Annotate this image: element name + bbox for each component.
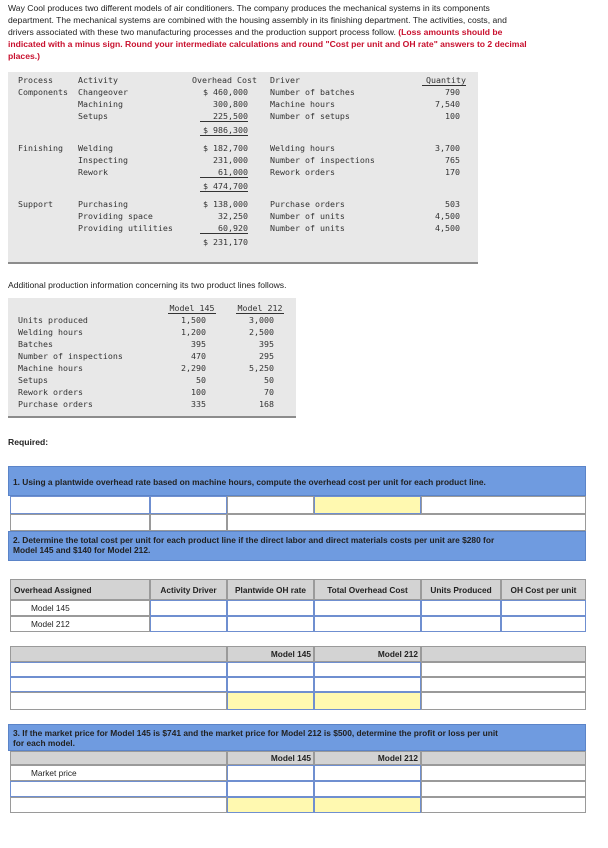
q2-spacer xyxy=(8,632,586,646)
header-quantity: Quantity xyxy=(426,75,466,85)
overhead-cost: $ 182,700 xyxy=(203,143,248,153)
overhead-total: $ 986,300 xyxy=(203,125,248,135)
q3-model-212-input[interactable] xyxy=(314,781,421,797)
quantity-value: 4,500 xyxy=(435,223,460,233)
q3-model-145-input[interactable] xyxy=(227,781,314,797)
question-2-text-1: 2. Determine the total cost per unit for each product line if the direct labor and direct materials costs per unit are $280 for xyxy=(13,535,495,545)
q2-activity-driver-input[interactable] xyxy=(150,600,227,616)
instructions-red-2: indicated with a minus sign. Round your intermediate calculations and round "Cost per unit and OH rate" answers to 2 decimal xyxy=(8,39,527,49)
additional-info-text: Additional production information concerning its two product lines follows. xyxy=(8,280,287,290)
activity-label: Machining xyxy=(78,99,123,109)
process-label: Support xyxy=(18,199,53,209)
activity-label: Rework xyxy=(78,167,108,177)
question-3-text-1: 3. If the market price for Model 145 is $741 and the market price for Model 212 is $500, determine the profit or loss per unit xyxy=(13,728,498,738)
overhead-cost: $ 460,000 xyxy=(203,87,248,97)
process-label: Components xyxy=(18,87,68,97)
q2-sub-label-input[interactable] xyxy=(10,677,227,692)
question-1-text: 1. Using a plantwide overhead rate based on machine hours, compute the overhead cost per unit for each product line. xyxy=(13,477,486,487)
row-label: Batches xyxy=(18,339,53,349)
row-label: Purchase orders xyxy=(18,399,93,409)
driver-label: Rework orders xyxy=(270,167,335,177)
q2-sub-blank-cell xyxy=(421,662,586,677)
q2-units-produced-input[interactable] xyxy=(421,616,501,632)
q3-blank-cell xyxy=(421,765,586,781)
q2-sub-blank-cell xyxy=(421,677,586,692)
activity-label: Welding xyxy=(78,143,113,153)
production-info-content xyxy=(0,0,608,420)
intro-line-3: drivers associated with these two manufacturing processes and the production support process follow. xyxy=(8,27,396,37)
q3-header-model-145: Model 145 xyxy=(270,753,311,763)
model-212-value: 168 xyxy=(259,399,274,409)
q2-total-cost-model-145-input[interactable] xyxy=(227,692,314,710)
q1-blank-cell xyxy=(150,514,227,531)
q2-row-model-212: Model 212 xyxy=(10,616,150,632)
q1-answer-input[interactable] xyxy=(314,496,421,514)
activity-label: Purchasing xyxy=(78,199,128,209)
process-label: Finishing xyxy=(18,143,63,153)
q2-sub-header-model-212: Model 212 xyxy=(377,649,418,659)
q1-value-input[interactable] xyxy=(150,496,227,514)
intro-line-2: department. The mechanical systems are combined with the housing assembly in its finishing department. The activities, costs, and xyxy=(8,15,507,25)
q3-label-input[interactable] xyxy=(10,781,227,797)
q2-spacer xyxy=(8,561,586,579)
question-2-text-2: Model 145 and $140 for Model 212. xyxy=(13,545,151,555)
model-212-value: 395 xyxy=(259,339,274,349)
quantity-value: 4,500 xyxy=(435,211,460,221)
q2-sub-blank-cell xyxy=(421,692,586,710)
q2-sub-model-145-input[interactable] xyxy=(227,677,314,692)
activity-label: Setups xyxy=(78,111,108,121)
quantity-value: 503 xyxy=(445,199,460,209)
quantity-value: 3,700 xyxy=(435,143,460,153)
driver-label: Purchase orders xyxy=(270,199,345,209)
q3-profit-loss-212-input[interactable] xyxy=(314,797,421,813)
q2-sub-model-212-input[interactable] xyxy=(314,677,421,692)
instructions-red-3: places.) xyxy=(8,51,41,61)
quantity-value: 765 xyxy=(445,155,460,165)
q2-sub-model-145-input[interactable] xyxy=(227,662,314,677)
q1-blank-cell xyxy=(421,496,586,514)
q3-profit-loss-145-input[interactable] xyxy=(227,797,314,813)
question-2-banner xyxy=(8,531,586,561)
row-label: Rework orders xyxy=(18,387,83,397)
model-145-value: 100 xyxy=(191,387,206,397)
model-145-value: 50 xyxy=(196,375,206,385)
activity-label: Changeover xyxy=(78,87,128,97)
overhead-total: $ 474,700 xyxy=(203,181,248,191)
activity-label: Providing space xyxy=(78,211,153,221)
q2-oh-rate-input[interactable] xyxy=(227,600,314,616)
q2-sub-header-blank xyxy=(10,646,227,662)
model-145-value: 2,290 xyxy=(181,363,206,373)
driver-label: Number of units xyxy=(270,211,345,221)
quantity-value: 790 xyxy=(445,87,460,97)
overhead-total: $ 231,170 xyxy=(203,237,248,247)
q3-result-label xyxy=(10,797,227,813)
q2-oh-cost-per-unit-input[interactable] xyxy=(501,600,586,616)
q1-label-input[interactable] xyxy=(10,496,150,514)
q3-header-model-212: Model 212 xyxy=(377,753,418,763)
overhead-cost: 32,250 xyxy=(218,211,248,221)
driver-label: Welding hours xyxy=(270,143,335,153)
q2-sub-model-212-input[interactable] xyxy=(314,662,421,677)
q2-oh-rate-input[interactable] xyxy=(227,616,314,632)
q2-total-overhead-input[interactable] xyxy=(314,600,421,616)
q2-header-activity-driver: Activity Driver xyxy=(150,579,227,600)
quantity-value: 7,540 xyxy=(435,99,460,109)
question-1-banner xyxy=(8,466,586,496)
driver-label: Number of batches xyxy=(270,87,355,97)
q2-header-total-overhead-cost: Total Overhead Cost xyxy=(314,579,421,600)
header-process: Process xyxy=(18,75,53,85)
model-145-value: 470 xyxy=(191,351,206,361)
overhead-cost: 231,000 xyxy=(213,155,248,165)
model-145-value: 1,500 xyxy=(181,315,206,325)
driver-label: Number of setups xyxy=(270,111,350,121)
question-3-banner xyxy=(8,724,586,751)
q2-total-cost-model-212-input[interactable] xyxy=(314,692,421,710)
row-label: Number of inspections xyxy=(18,351,123,361)
driver-label: Number of units xyxy=(270,223,345,233)
model-212-value: 50 xyxy=(264,375,274,385)
q3-blank-cell xyxy=(421,797,586,813)
driver-label: Number of inspections xyxy=(270,155,375,165)
model-145-value: 395 xyxy=(191,339,206,349)
q3-market-price-145-input[interactable] xyxy=(227,765,314,781)
header-model-212: Model 212 xyxy=(237,303,283,313)
q1-blank-cell xyxy=(227,514,586,531)
model-212-value: 3,000 xyxy=(249,315,274,325)
instructions-red-1: (Loss amounts should be xyxy=(398,27,503,37)
overhead-cost: 61,000 xyxy=(218,167,248,177)
intro-line-1: Way Cool produces two different models of air conditioners. The company produces the mechanical systems in its components xyxy=(8,3,490,13)
row-label: Setups xyxy=(18,375,48,385)
model-212-value: 2,500 xyxy=(249,327,274,337)
quantity-value: 100 xyxy=(445,111,460,121)
q3-row-market-price: Market price xyxy=(10,765,227,781)
model-212-value: 5,250 xyxy=(249,363,274,373)
q2-sub-label-input[interactable] xyxy=(10,662,227,677)
model-145-value: 335 xyxy=(191,399,206,409)
q2-sub-header-model-145: Model 145 xyxy=(270,649,311,659)
q1-label-cell xyxy=(227,496,314,514)
header-model-145: Model 145 xyxy=(169,303,215,313)
model-212-value: 70 xyxy=(264,387,274,397)
header-overhead-cost: Overhead Cost xyxy=(192,75,257,85)
q2-oh-cost-per-unit-input[interactable] xyxy=(501,616,586,632)
row-label: Welding hours xyxy=(18,327,83,337)
q2-sub-header-blank xyxy=(421,646,586,662)
q2-total-overhead-input[interactable] xyxy=(314,616,421,632)
row-label: Machine hours xyxy=(18,363,83,373)
q3-market-price-212-input[interactable] xyxy=(314,765,421,781)
quantity-value: 170 xyxy=(445,167,460,177)
header-activity: Activity xyxy=(78,75,118,85)
q3-blank-cell xyxy=(421,781,586,797)
q2-header-oh-cost-per-unit: OH Cost per unit xyxy=(501,579,586,600)
header-driver: Driver xyxy=(270,75,300,85)
model-212-value: 295 xyxy=(259,351,274,361)
overhead-cost: 225,500 xyxy=(213,111,248,121)
overhead-cost: $ 138,000 xyxy=(203,199,248,209)
q1-blank-cell xyxy=(10,514,150,531)
question-3-text-2: for each model. xyxy=(13,738,75,748)
row-label: Units produced xyxy=(18,315,88,325)
q2-header-units-produced: Units Produced xyxy=(421,579,501,600)
q2-sub-total-label xyxy=(10,692,227,710)
activity-label: Inspecting xyxy=(78,155,128,165)
overhead-cost: 60,920 xyxy=(218,223,248,233)
q3-header-blank xyxy=(421,751,586,765)
q2-header-plantwide-oh-rate: Plantwide OH rate xyxy=(227,579,314,600)
activity-label: Providing utilities xyxy=(78,223,173,233)
overhead-cost: 300,800 xyxy=(213,99,248,109)
driver-label: Machine hours xyxy=(270,99,335,109)
model-145-value: 1,200 xyxy=(181,327,206,337)
q2-header-overhead-assigned: Overhead Assigned xyxy=(10,579,150,600)
q3-header-blank xyxy=(10,751,227,765)
q2-row-model-145: Model 145 xyxy=(10,600,150,616)
q2-activity-driver-input[interactable] xyxy=(150,616,227,632)
required-heading: Required: xyxy=(8,437,49,447)
q2-units-produced-input[interactable] xyxy=(421,600,501,616)
